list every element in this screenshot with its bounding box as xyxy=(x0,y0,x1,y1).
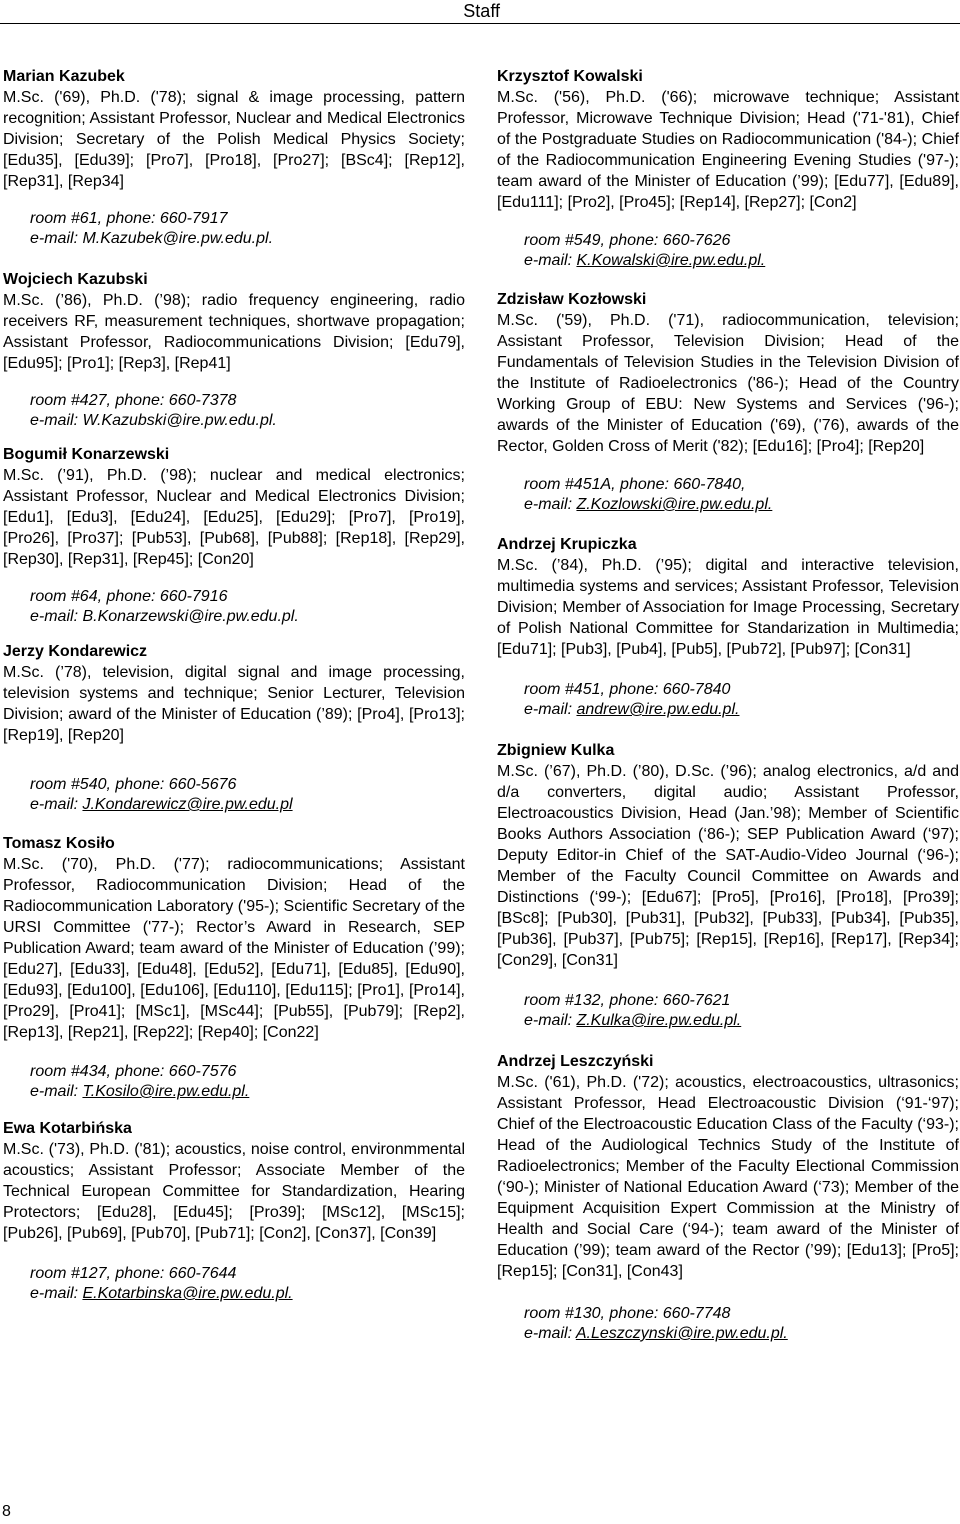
staff-name: Jerzy Kondarewicz xyxy=(3,643,148,660)
staff-name: Marian Kazubek xyxy=(3,68,125,85)
staff-bio: M.Sc. ('73), Ph.D. ('81); acoustics, noise control, environmmental acoustics; Assistant Professor; Associate Member of the Technical European Committee for Standardization, Hearing Protectors; [Edu28], [Edu45]; [Pro39]; [MSc12], [MSc15]; [Pub26], [Pub69], [Pub70], [Pub71]; [Con2], [Con37], [Con39] xyxy=(3,1141,465,1242)
contact-info xyxy=(497,680,959,720)
email-label: e-mail: xyxy=(30,796,83,813)
room-phone: room #434, phone: 660-7576 xyxy=(30,1063,237,1080)
email-link[interactable]: B.Konarzewski@ire.pw.edu.pl. xyxy=(82,608,299,625)
contact-info xyxy=(3,587,465,627)
staff-name: Andrzej Krupiczka xyxy=(497,536,637,553)
email-link[interactable]: K.Kowalski@ire.pw.edu.pl. xyxy=(576,252,766,269)
staff-name: Bogumił Konarzewski xyxy=(3,446,170,463)
staff-entry xyxy=(3,269,465,431)
email-label: e-mail: xyxy=(524,496,577,513)
room-phone: room #549, phone: 660-7626 xyxy=(524,232,731,249)
room-phone: room #451A, phone: 660-7840, xyxy=(524,476,746,493)
email-label: e-mail: xyxy=(30,1285,83,1302)
email-link[interactable]: Z.Kulka@ire.pw.edu.pl. xyxy=(576,1012,742,1029)
contact-info xyxy=(497,991,959,1031)
contact-info xyxy=(3,391,465,431)
staff-bio: M.Sc. ('61), Ph.D. ('72); acoustics, electroacoustics, ultrasonics; Assistant Professor, Head Electroacoustic Division (‘91-‘97); Chief of the Electroacoustic Education Class of the Faculty (‘93-); Head of the Audiological Technics Study of the Institute of Radioelectronics; Member of the Faculty Electional Commission (‘90-); Minister of National Education Award (‘73); Member of the Equipment Acquisition Expert Commission at the Ministry of Health and Social Care (‘94-); team award of the Minister of Education (’99); team award of the Rector (’99); [Edu13]; [Pro5]; [Rep15]; [Con31], [Con43] xyxy=(497,1074,959,1280)
staff-entry xyxy=(497,1051,959,1344)
email-line xyxy=(30,607,465,627)
email-line xyxy=(30,1082,465,1102)
staff-entry xyxy=(3,641,465,815)
room-phone: room #427, phone: 660-7378 xyxy=(30,392,237,409)
email-label: e-mail: xyxy=(30,608,83,625)
email-line xyxy=(524,251,959,271)
email-label: e-mail: xyxy=(524,1325,576,1342)
email-label: e-mail: xyxy=(30,412,83,429)
room-phone: room #451, phone: 660-7840 xyxy=(524,681,731,698)
email-link[interactable]: W.Kazubski@ire.pw.edu.pl. xyxy=(82,412,277,429)
staff-name: Krzysztof Kowalski xyxy=(497,68,643,85)
header-title: Staff xyxy=(463,1,500,21)
contact-info xyxy=(497,231,959,271)
staff-name: Zbigniew Kulka xyxy=(497,742,615,759)
header-divider xyxy=(0,23,960,24)
room-phone: room #127, phone: 660-7644 xyxy=(30,1265,237,1282)
room-phone: room #130, phone: 660-7748 xyxy=(524,1305,731,1322)
email-link[interactable]: J.Kondarewicz@ire.pw.edu.pl xyxy=(82,796,293,813)
page-number: 8 xyxy=(2,1503,11,1520)
email-line xyxy=(524,1011,959,1031)
staff-name: Wojciech Kazubski xyxy=(3,271,148,288)
staff-name: Zdzisław Kozłowski xyxy=(497,291,647,308)
email-label: e-mail: xyxy=(524,252,577,269)
room-phone: room #64, phone: 660-7916 xyxy=(30,588,228,605)
staff-bio: M.Sc. (’84), Ph.D. (’95); digital and interactive television, multimedia systems and services; Assistant Professor, Television Division; Member of Association for Image Processing, Secretary of Polish National Committee for Standarization in Multimedia; [Edu71]; [Pub3], [Pub4], [Pub5], [Pub72], [Pub97]; [Con31] xyxy=(497,557,959,658)
staff-entry xyxy=(3,833,465,1102)
email-line xyxy=(524,700,959,720)
staff-bio: M.Sc. (’91), Ph.D. (’98); nuclear and medical electronics; Assistant Professor, Nuclear and Medical Electronics Division; [Edu1], [Edu3], [Edu24], [Edu25], [Edu29]; [Pro7], [Pro19], [Pro26], [Pro37]; [Pub53], [Pub68], [Pub88]; [Rep18], [Rep29], [Rep30], [Rep31], [Rep45]; [Con20] xyxy=(3,467,465,568)
room-phone: room #540, phone: 660-5676 xyxy=(30,776,237,793)
room-phone: room #61, phone: 660-7917 xyxy=(30,210,228,227)
staff-bio: M.Sc. ('69), Ph.D. ('78); signal & image processing, pattern recognition; Assistant Professor, Nuclear and Medical Electronics Division; Secretary of the Polish Medical Physics Society; [Edu35], [Edu39]; [Pro7], [Pro18], [Pro27]; [BSc4]; [Rep12], [Rep31], [Rep34] xyxy=(3,89,465,190)
email-label: e-mail: xyxy=(30,1083,83,1100)
contact-info xyxy=(497,1304,959,1344)
email-line xyxy=(30,795,465,815)
email-label: e-mail: xyxy=(524,1012,577,1029)
staff-entry xyxy=(3,1118,465,1304)
staff-entry xyxy=(497,534,959,720)
contact-info xyxy=(3,775,465,815)
staff-entry xyxy=(497,740,959,1031)
contact-info xyxy=(3,209,465,249)
email-link[interactable]: andrew@ire.pw.edu.pl. xyxy=(576,701,740,718)
email-link[interactable]: M.Kazubek@ire.pw.edu.pl. xyxy=(82,230,274,247)
left-column xyxy=(3,66,465,1304)
email-line xyxy=(30,411,465,431)
email-line xyxy=(524,1324,959,1344)
staff-entry xyxy=(497,66,959,271)
room-phone: room #132, phone: 660-7621 xyxy=(524,992,731,1009)
staff-name: Andrzej Leszczyński xyxy=(497,1053,654,1070)
email-line xyxy=(30,229,465,249)
staff-bio: M.Sc. ('70), Ph.D. ('77); radiocommunications; Assistant Professor, Radiocommunication Division; Head of the Radiocommunication Laboratory ('95-); Scientific Secretary of the URSI Committee ('77-); Rector’s Award in Research, SEP Publication Award; team award of the Minister of Education (’99); [Edu27], [Edu33], [Edu48], [Edu52], [Edu71], [Edu85], [Edu90], [Edu93], [Edu100], [Edu106], [Edu110], [Edu115]; [Pro1], [Pro14], [Pro29], [Pro41]; [MSc1], [MSc44]; [Pub55], [Pub79]; [Rep2], [Rep13], [Rep21], [Rep22]; [Rep40]; [Con22] xyxy=(3,856,465,1041)
email-label: e-mail: xyxy=(30,230,83,247)
email-link[interactable]: Z.Kozlowski@ire.pw.edu.pl. xyxy=(576,496,773,513)
staff-bio: M.Sc. ('59), Ph.D. ('71), radiocommunication, television; Assistant Professor, Television Division; Head of the Fundamentals of Television Studies in the Television Division of the Institute of Radioelectronics ('86-); Head of the Country Working Group of EBU: New Systems and Services ('96-); awards of the Minister of Education ('69), ('76), awards of the Rector, Golden Cross of Merit ('82); [Edu16]; [Pro4]; [Rep20] xyxy=(497,312,959,455)
staff-entry xyxy=(3,66,465,249)
staff-bio: M.Sc. ('56), Ph.D. ('66); microwave technique; Assistant Professor, Microwave Technique Division; Head ('71-'81), Chief of the Postgraduate Studies on Radiocommunication ('84-); Chief of the Radiocommunication Engineering Evening Studies ('97-); team award of the Minister of Education (’99); [Edu77], [Edu89], [Edu111]; [Pro2], [Pro45]; [Rep14], [Rep27]; [Con2] xyxy=(497,89,959,211)
page-header xyxy=(0,0,960,24)
right-column xyxy=(497,66,959,1344)
staff-bio: M.Sc. (’67), Ph.D. (’80), D.Sc. (’96); analog electronics, a/d and d/a converters, digital audio; Assistant Professor, Electroacoustics Division, Head (Jan.’98); Member of Scientific Books Authors Association (‘86-); SEP Publication Award (‘97); Deputy Editor-in Chief of the SAT-Audio-Video Journal (‘96-); Member of the Faculty Council Committee on Awards and Distinctions (‘99-); [Edu67]; [Pro5], [Pro16], [Pro18], [Pro39]; [BSc8]; [Pub30], [Pub31], [Pub32], [Pub33], [Pub34], [Pub35], [Pub36], [Pub37], [Pub75]; [Rep15], [Rep16], [Rep17], [Rep34]; [Con29], [Con31] xyxy=(497,763,959,969)
staff-name: Ewa Kotarbińska xyxy=(3,1120,132,1137)
email-link[interactable]: T.Kosilo@ire.pw.edu.pl. xyxy=(82,1083,250,1100)
email-line xyxy=(30,1284,465,1304)
email-label: e-mail: xyxy=(524,701,577,718)
contact-info xyxy=(3,1264,465,1304)
staff-name: Tomasz Kosiło xyxy=(3,835,115,852)
staff-bio: M.Sc. (’86), Ph.D. (’98); radio frequency engineering, radio receivers RF, measurement techniques, shortwave propagation; Assistant Professor, Radiocommunications Division; [Edu79], [Edu95]; [Pro1]; [Rep3], [Rep41] xyxy=(3,292,465,372)
contact-info xyxy=(3,1062,465,1102)
email-link[interactable]: A.Leszczynski@ire.pw.edu.pl. xyxy=(575,1325,788,1342)
staff-entry xyxy=(3,444,465,627)
staff-bio: M.Sc. (’78), television, digital signal and image processing, television systems and technique; Senior Lecturer, Television Division; award of the Minister of Education (’89); [Pro4], [Pro13]; [Rep19], [Rep20] xyxy=(3,664,465,744)
contact-info xyxy=(497,475,959,515)
email-line xyxy=(524,495,959,515)
staff-entry xyxy=(497,289,959,515)
email-link[interactable]: E.Kotarbinska@ire.pw.edu.pl. xyxy=(82,1285,293,1302)
